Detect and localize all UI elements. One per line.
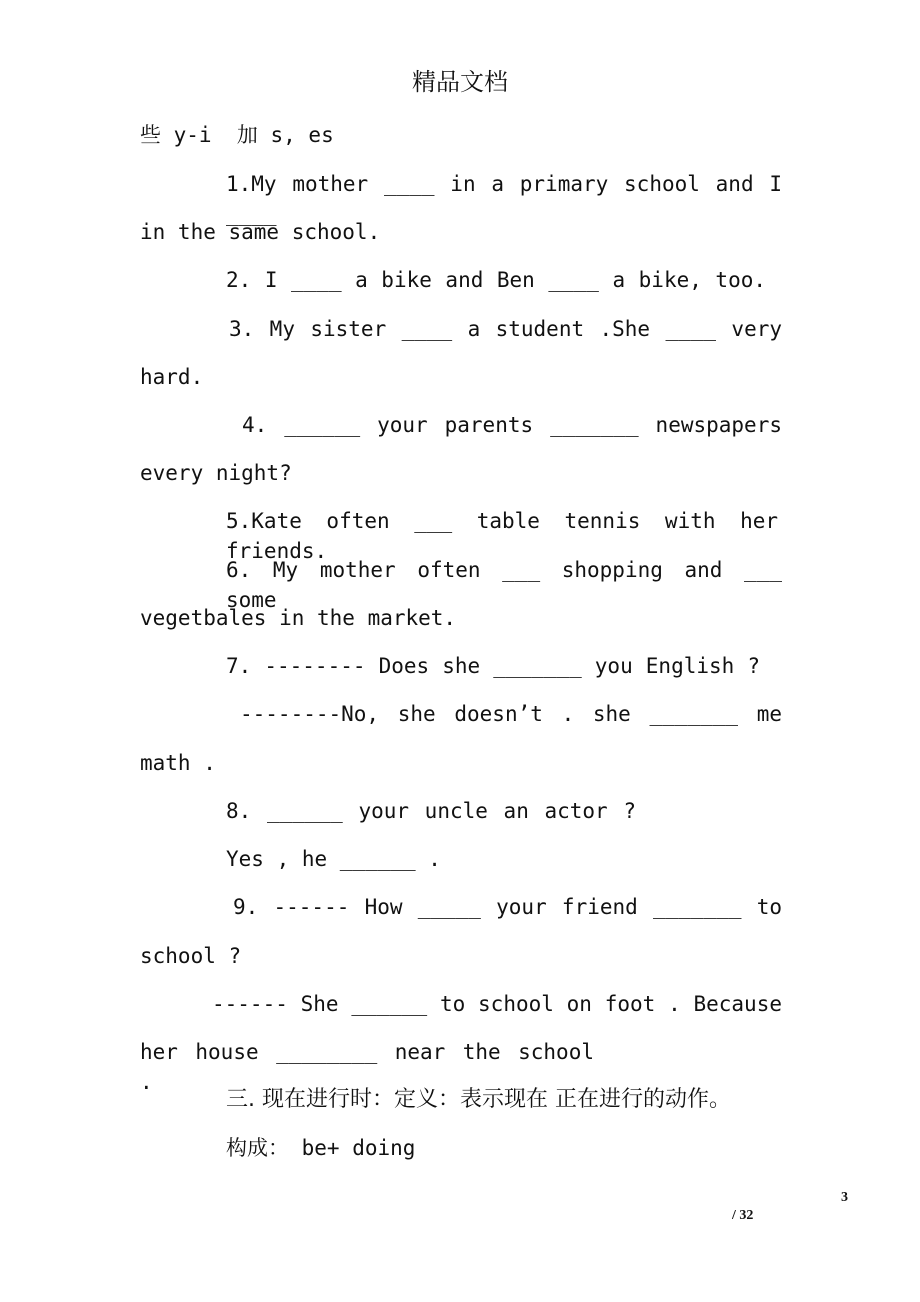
text-line-5: 3. My sister ____ a student .She ____ very bbox=[229, 317, 782, 341]
text-line-8: every night? bbox=[140, 461, 292, 485]
text-line-15: 8. ______ your uncle an actor ? bbox=[226, 799, 636, 823]
text-line-16: Yes , he ______ . bbox=[226, 847, 441, 871]
text-line-12: 7. -------- Does she _______ you English ? bbox=[226, 654, 760, 678]
page-number: 3 bbox=[841, 1190, 848, 1205]
text-line-14: math . bbox=[140, 751, 216, 775]
page-header-title: 精品文档 bbox=[412, 68, 508, 96]
text-line-4: 2. I ____ a bike and Ben ____ a bike, too. bbox=[226, 268, 766, 292]
text-line-11: vegetbales in the market. bbox=[140, 606, 457, 630]
text-line-3: in the same school. bbox=[140, 220, 381, 244]
text-line-7: 4. ______ your parents _______ newspapers bbox=[242, 413, 782, 437]
text-line-18: school ? bbox=[140, 944, 242, 968]
section-heading-present-continuous: 三. 现在进行时：定义：表示现在 正在进行的动作。 bbox=[226, 1087, 731, 1112]
text-line-9: 5.Kate often ___ table tennis with her friends. bbox=[226, 509, 778, 563]
text-line-17: 9. ------ How _____ your friend _______ to bbox=[233, 895, 782, 919]
text-line-structure: 构成： be+ doing bbox=[226, 1136, 416, 1160]
text-line-19: ------ She ______ to school on foot . Because bbox=[212, 992, 782, 1016]
text-line-10: 6. My mother often ___ shopping and ___ some bbox=[226, 558, 782, 612]
text-line-13: --------No, she doesn’t . she _______ me bbox=[240, 702, 782, 726]
text-line-20: her house ________ near the school . bbox=[140, 1040, 594, 1094]
text-line-2: 1.My mother ____ in a primary school and I ____ bbox=[226, 172, 782, 226]
text-line-6: hard. bbox=[140, 365, 204, 389]
text-line-1: 些 y-i 加 s, es bbox=[140, 123, 334, 147]
page-total: / 32 bbox=[732, 1208, 754, 1223]
